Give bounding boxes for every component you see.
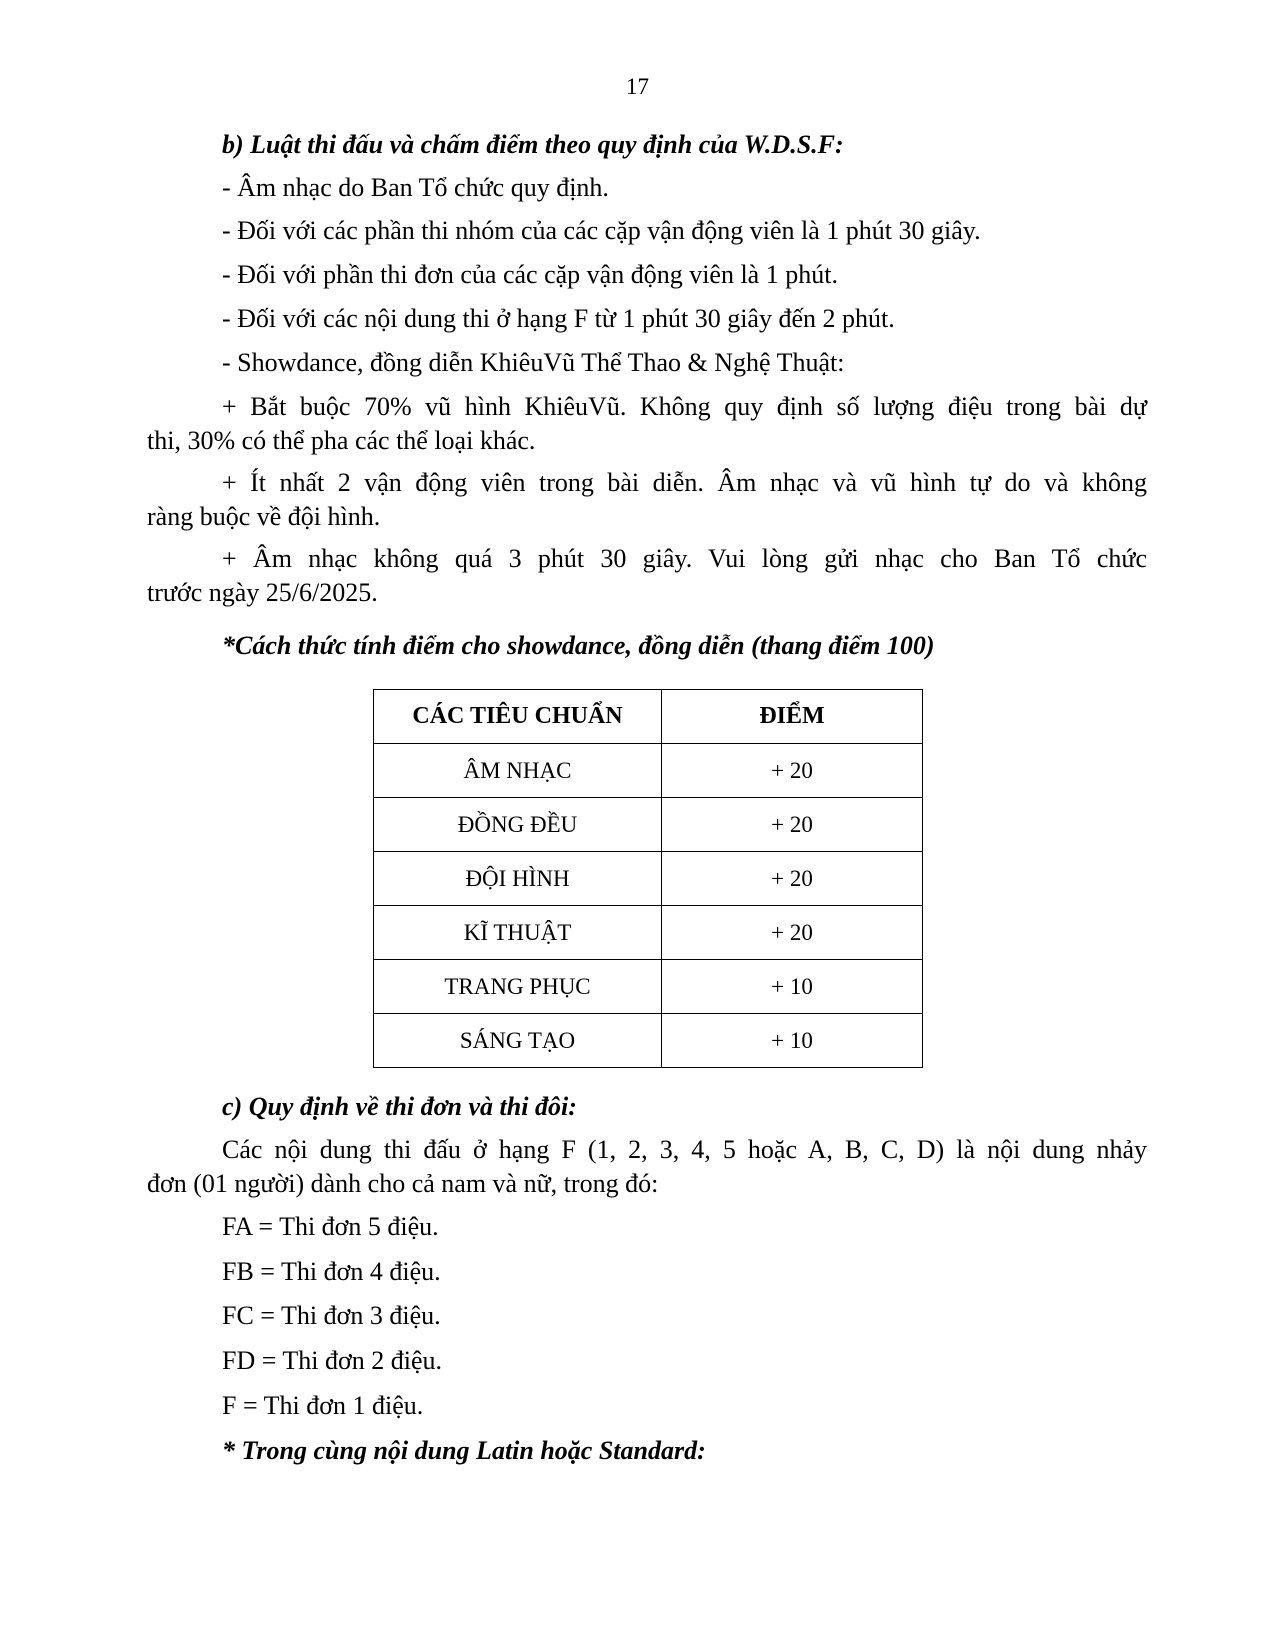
criteria-cell: ÂM NHẠC: [374, 744, 662, 798]
section-c-intro-line: Các nội dung thi đấu ở hạng F (1, 2, 3, 4, 5 hoặc A, B, C, D) là nội dung nhảy: [222, 1135, 1147, 1164]
criteria-cell: ĐỘI HÌNH: [374, 852, 662, 906]
category-item: F = Thi đơn 1 điệu.: [222, 1391, 424, 1420]
scoring-caption: *Cách thức tính điểm cho showdance, đồng diễn (thang điểm 100): [222, 631, 935, 660]
points-cell: + 10: [662, 1014, 923, 1068]
showdance-rule-line: + Âm nhạc không quá 3 phút 30 giây. Vui lòng gửi nhạc cho Ban Tổ chức: [222, 544, 1147, 573]
table-header-row: [374, 690, 923, 744]
scoring-table: [373, 689, 923, 1068]
showdance-rule-line: ràng buộc về đội hình.: [147, 502, 381, 531]
rule-item: - Đối với các phần thi nhóm của các cặp vận động viên là 1 phút 30 giây.: [222, 216, 981, 245]
section-b-heading: b) Luật thi đấu và chấm điểm theo quy định của W.D.S.F:: [222, 130, 844, 159]
points-cell: + 10: [662, 960, 923, 1014]
category-item: FC = Thi đơn 3 điệu.: [222, 1301, 441, 1330]
criteria-cell: ĐỒNG ĐỀU: [374, 798, 662, 852]
rule-item: - Đối với các nội dung thi ở hạng F từ 1 phút 30 giây đến 2 phút.: [222, 304, 895, 333]
section-c-intro-line: đơn (01 người) dành cho cả nam và nữ, trong đó:: [147, 1169, 659, 1198]
rule-item: - Âm nhạc do Ban Tổ chức quy định.: [222, 173, 609, 202]
table-row: [374, 1014, 923, 1068]
showdance-rule: [147, 390, 1147, 458]
showdance-rule-line: + Ít nhất 2 vận động viên trong bài diễn. Âm nhạc và vũ hình tự do và không: [222, 468, 1147, 497]
table-row: [374, 852, 923, 906]
showdance-rule-line: + Bắt buộc 70% vũ hình KhiêuVũ. Không quy định số lượng điệu trong bài dự: [222, 392, 1147, 421]
category-item: FA = Thi đơn 5 điệu.: [222, 1212, 439, 1241]
category-item: FB = Thi đơn 4 điệu.: [222, 1257, 441, 1286]
section-c-intro: [147, 1133, 1147, 1201]
criteria-cell: KĨ THUẬT: [374, 906, 662, 960]
showdance-rule-line: trước ngày 25/6/2025.: [147, 578, 378, 607]
page-number: 17: [626, 74, 649, 99]
latin-standard-note: * Trong cùng nội dung Latin hoặc Standard:: [222, 1436, 706, 1465]
table-row: [374, 906, 923, 960]
points-header: ĐIỂM: [662, 690, 923, 744]
points-cell: + 20: [662, 798, 923, 852]
points-cell: + 20: [662, 906, 923, 960]
section-c-heading: c) Quy định về thi đơn và thi đôi:: [222, 1092, 577, 1121]
points-cell: + 20: [662, 744, 923, 798]
rule-item: - Showdance, đồng diễn KhiêuVũ Thể Thao & Nghệ Thuật:: [222, 348, 845, 377]
points-cell: + 20: [662, 852, 923, 906]
table-row: [374, 744, 923, 798]
criteria-header: CÁC TIÊU CHUẨN: [374, 690, 662, 744]
showdance-rule: [147, 466, 1147, 534]
table-row: [374, 798, 923, 852]
category-item: FD = Thi đơn 2 điệu.: [222, 1346, 443, 1375]
rule-item: - Đối với phần thi đơn của các cặp vận động viên là 1 phút.: [222, 260, 838, 289]
table-row: [374, 960, 923, 1014]
showdance-rule: [147, 542, 1147, 610]
showdance-rule-line: thi, 30% có thể pha các thể loại khác.: [147, 426, 536, 455]
criteria-cell: TRANG PHỤC: [374, 960, 662, 1014]
criteria-cell: SÁNG TẠO: [374, 1014, 662, 1068]
